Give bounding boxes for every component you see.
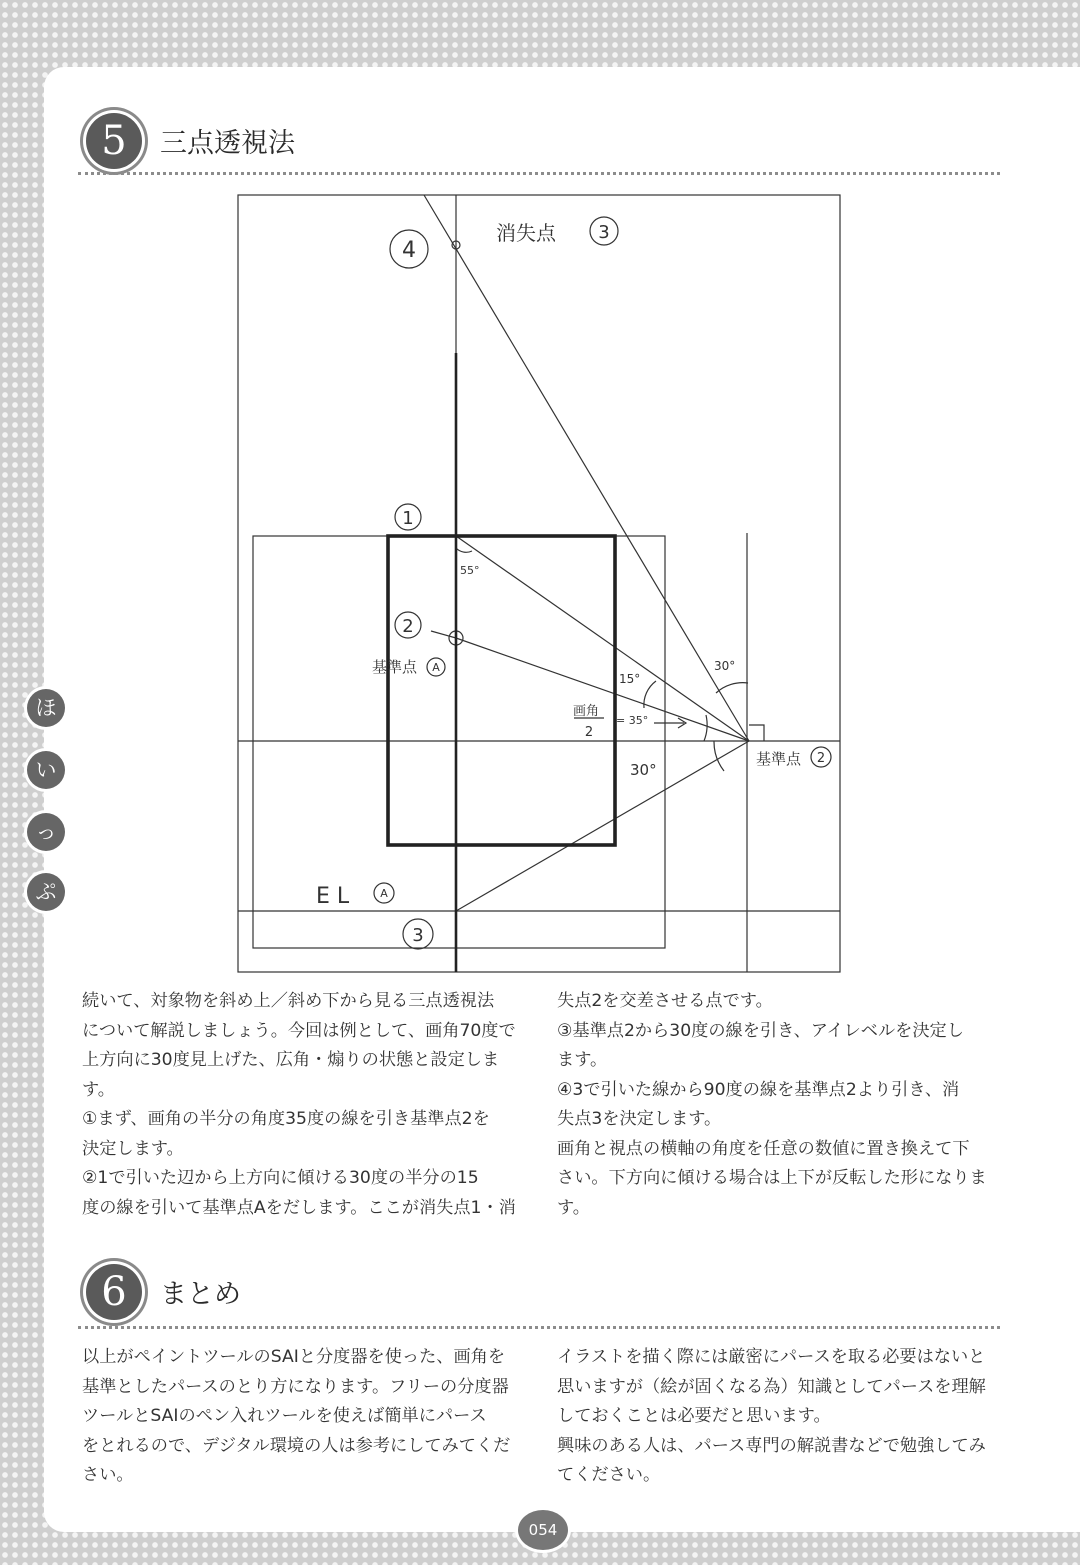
section-6-title: まとめ bbox=[160, 1279, 241, 1310]
arc-30-top bbox=[716, 683, 748, 693]
text-line: さい。下方向に傾ける場合は上下が反転した形になりま bbox=[557, 1168, 987, 1188]
line-15deg bbox=[456, 638, 749, 741]
section-6-divider bbox=[78, 1326, 1000, 1329]
label-2: 2 bbox=[402, 616, 414, 637]
text-line: について解説しましょう。今回は例として、画角70度で bbox=[82, 1020, 516, 1041]
text-line: 決定します。 bbox=[82, 1138, 184, 1159]
angle-35: = 35° bbox=[616, 714, 649, 727]
label-vp3-num: 3 bbox=[598, 222, 610, 243]
three-point-perspective-diagram bbox=[236, 193, 842, 974]
text-line: ます。 bbox=[557, 1050, 608, 1070]
text-line: 失点3を決定します。 bbox=[557, 1109, 722, 1129]
object-square bbox=[388, 536, 615, 845]
arc-15 bbox=[644, 681, 656, 708]
section-5-divider bbox=[78, 172, 1000, 175]
text-line: 続いて、対象物を斜め上／斜め下から見る三点透視法 bbox=[82, 991, 495, 1011]
text-line: 失点2を交差させる点です。 bbox=[557, 991, 773, 1011]
text-line: ツールとSAIのペン入れツールを使えば簡単にパース bbox=[82, 1406, 487, 1426]
text-line: をとれるので、デジタル環境の人は参考にしてみてくだ bbox=[82, 1435, 511, 1456]
page-number: 054 bbox=[518, 1510, 568, 1550]
label-4: 4 bbox=[402, 238, 416, 263]
text-line: 思いますが（絵が固くなる為）知識としてパースを理解 bbox=[557, 1376, 986, 1397]
section-5-number: 5 bbox=[86, 113, 142, 169]
side-tab-tsu[interactable]: っ bbox=[27, 813, 65, 851]
label-half: 2 bbox=[584, 725, 594, 740]
text-line: イラストを描く際には厳密にパースを取る必要はないと bbox=[557, 1347, 986, 1367]
vp3-line bbox=[424, 195, 749, 741]
outer-square bbox=[253, 536, 665, 948]
side-tab-i[interactable]: い bbox=[27, 751, 65, 789]
line-55deg bbox=[456, 536, 749, 741]
angle-15: 15° bbox=[619, 672, 641, 686]
label-vp3: 消失点 bbox=[496, 221, 556, 245]
text-line: ③基準点2から30度の線を引き、アイレベルを決定し bbox=[557, 1020, 964, 1041]
angle-55: 55° bbox=[460, 564, 480, 577]
label-1: 1 bbox=[402, 508, 414, 529]
label-a: A bbox=[432, 661, 440, 674]
section-5-title: 三点透視法 bbox=[160, 128, 295, 159]
section-5-text-right bbox=[557, 987, 1009, 1223]
label-gakaku: 画角 bbox=[573, 704, 600, 719]
text-line: す。 bbox=[82, 1079, 115, 1100]
label-basepoint-2-num: 2 bbox=[816, 751, 826, 766]
diagram-frame bbox=[238, 195, 840, 972]
text-line: しておくことは必要だと思います。 bbox=[557, 1406, 831, 1426]
text-line: す。 bbox=[557, 1197, 590, 1218]
text-line: 以上がペイントツールのSAIと分度器を使った、画角を bbox=[82, 1347, 506, 1367]
section-5-text-left bbox=[82, 987, 534, 1223]
label-3: 3 bbox=[412, 925, 424, 946]
arc-35 bbox=[704, 715, 707, 741]
side-tab-pu[interactable]: ぷ bbox=[27, 873, 65, 911]
text-line: ②1で引いた辺から上方向に傾ける30度の半分の15 bbox=[82, 1168, 479, 1188]
label-el: E L bbox=[316, 884, 350, 909]
text-line: 興味のある人は、パース専門の解説書などで勉強してみ bbox=[557, 1435, 986, 1456]
label-basepoint-2: 基準点 bbox=[756, 750, 802, 768]
text-line: 度の線を引いて基準点Aをだします。ここが消失点1・消 bbox=[82, 1197, 516, 1218]
label-basepoint-a: 基準点 bbox=[372, 658, 418, 676]
line-30deg bbox=[456, 741, 749, 911]
angle-30-top: 30° bbox=[714, 659, 736, 673]
right-angle-mark bbox=[749, 725, 764, 741]
text-line: 画角と視点の横軸の角度を任意の数値に置き換えて下 bbox=[557, 1138, 970, 1159]
section-6-text-left bbox=[82, 1343, 534, 1491]
text-line: さい。 bbox=[82, 1465, 134, 1485]
text-line: ④3で引いた線から90度の線を基準点2より引き、消 bbox=[557, 1079, 960, 1100]
text-line: てください。 bbox=[557, 1465, 661, 1485]
text-line: 基準としたパースのとり方になります。フリーの分度器 bbox=[82, 1376, 509, 1397]
text-line: 上方向に30度見上げた、広角・煽りの状態と設定しま bbox=[82, 1050, 500, 1070]
section-6-text-right bbox=[557, 1343, 1009, 1491]
side-tab-ho[interactable]: ほ bbox=[27, 689, 65, 727]
text-line: ①まず、画角の半分の角度35度の線を引き基準点2を bbox=[82, 1109, 490, 1129]
label-el-a: A bbox=[380, 887, 388, 900]
angle-30-bottom: 30° bbox=[630, 761, 657, 779]
arc-55 bbox=[456, 548, 472, 552]
section-6-number: 6 bbox=[86, 1264, 142, 1320]
